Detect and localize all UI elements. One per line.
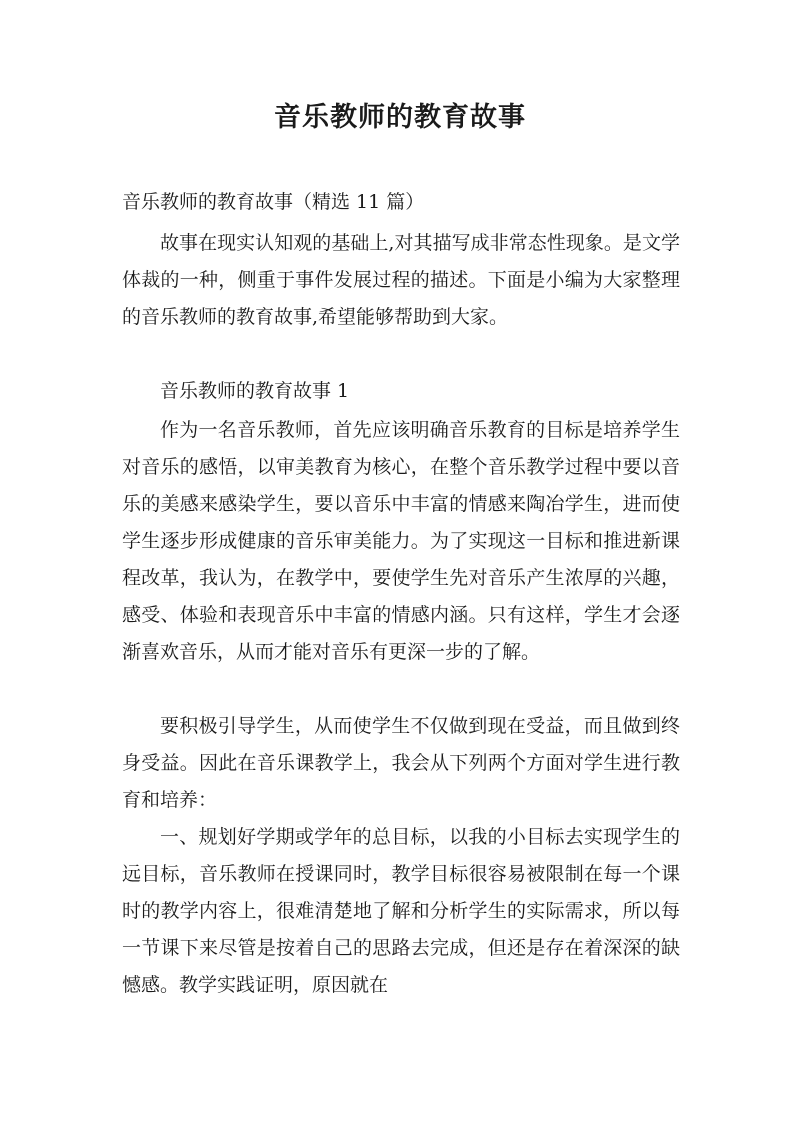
document-title: 音乐教师的教育故事 (274, 102, 526, 133)
body-paragraph-2: 要积极引导学生，从而使学生不仅做到现在受益，而且做到终身受益。因此在音乐课教学上，我会从下列两个方面对学生进行教育和培养： (122, 715, 680, 811)
intro-paragraph: 故事在现实认知观的基础上,对其描写成非常态性现象。是文学体裁的一种，侧重于事件发展过程的描述。下面是小编为大家整理的音乐教师的教育故事,希望能够帮助到大家。 (122, 232, 680, 328)
body-paragraph-1: 作为一名音乐教师，首先应该明确音乐教育的目标是培养学生对音乐的感悟，以审美教育为核心，在整个音乐教学过程中要以音乐的美感来感染学生，要以音乐中丰富的情感来陶冶学生，进而使学生逐步形成健康的音乐审美能力。为了实现这一目标和推进新课程改革，我认为，在教学中，要使学生先对音乐产生浓厚的兴趣，感受、体验和表现音乐中丰富的情感内涵。只有这样，学生才会逐渐喜欢音乐，从而才能对音乐有更深一步的了解。 (122, 419, 680, 663)
section-heading: 音乐教师的教育故事 1 (160, 380, 350, 402)
document-subtitle: 音乐教师的教育故事（精选 11 篇） (122, 191, 425, 213)
body-paragraph-3: 一、规划好学期或学年的总目标，以我的小目标去实现学生的远目标，音乐教师在授课同时，教学目标很容易被限制在每一个课时的教学内容上，很难清楚地了解和分析学生的实际需求，所以每一节课下来尽管是按着自己的思路去完成，但还是存在着深深的缺憾感。教学实践证明，原因就在 (122, 826, 680, 996)
